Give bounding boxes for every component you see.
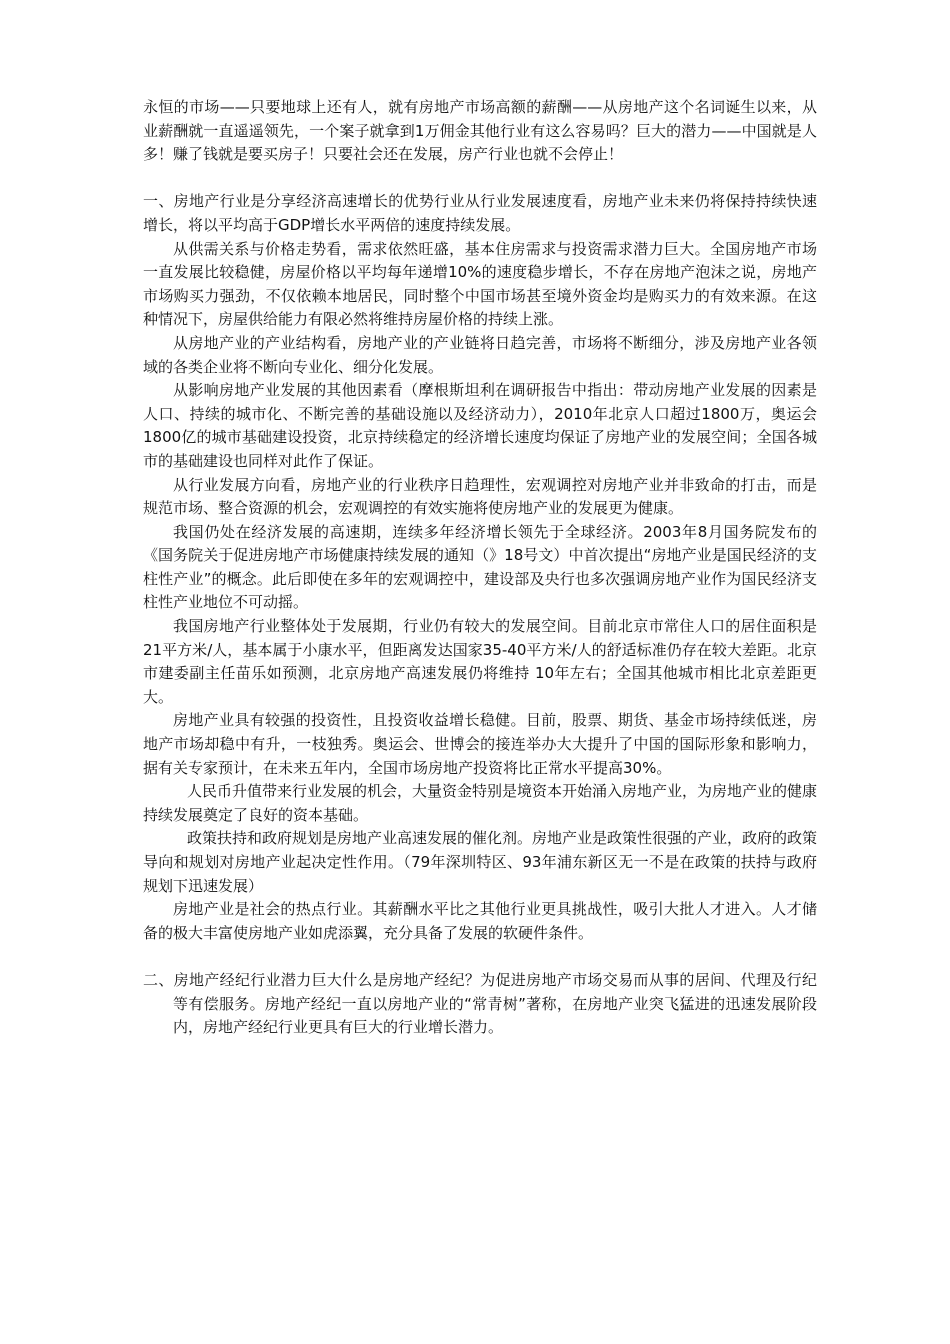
body-paragraph: 从行业发展方向看，房地产业的行业秩序日趋理性，宏观调控对房地产业并非致命的打击，而是规范市场、整合资源的机会，宏观调控的有效实施将使房地产业的发展更为健康。 — [143, 475, 817, 518]
intro-paragraph: 永恒的市场——只要地球上还有人，就有房地产市场高额的薪酬——从房地产这个名词诞生以来，从业薪酬就一直遥遥领先，一个案子就拿到1万佣金其他行业有这么容易吗？巨大的潜力——中国就是人多！赚了钱就是要买房子！只要社会还在发展，房产行业也就不会停止！ — [143, 98, 817, 164]
body-paragraph: 我国房地产行业整体处于发展期，行业仍有较大的发展空间。目前北京市常住人口的居住面积是21平方米/人，基本属于小康水平，但距离发达国家35-40平方米/人的舒适标准仍存在较大差距。北京市建委副主任苗乐如预测，北京房地产高速发展仍将维持 10年左右；全国其他城市相比北京差距更大。 — [143, 617, 817, 706]
body-paragraph: 人民币升值带来行业发展的机会，大量资金特别是境资本开始涌入房地产业，为房地产业的健康持续发展奠定了良好的资本基础。 — [143, 782, 818, 824]
section-1-heading: 一、房地产行业是分享经济高速增长的优势行业从行业发展速度看，房地产业未来仍将保持持续快速增长，将以平均高于GDP增长水平两倍的速度持续发展。 — [143, 192, 817, 234]
body-paragraph: 从供需关系与价格走势看，需求依然旺盛，基本住房需求与投资需求潜力巨大。全国房地产市场一直发展比较稳健，房屋价格以平均每年递增10%的速度稳步增长，不存在房地产泡沫之说，房地产市场购买力强劲，不仅依赖本地居民，同时整个中国市场甚至境外资金均是购买力的有效来源。在这种情况下，房屋供给能力有限必然将维持房屋价格的持续上涨。 — [143, 239, 817, 329]
body-paragraph: 政策扶持和政府规划是房地产业高速发展的催化剂。房地产业是政策性很强的产业，政府的政策导向和规划对房地产业起决定性作用。（79年深圳特区、93年浦东新区无一不是在政策的扶持与政府规划下迅速发展） — [143, 829, 818, 895]
body-paragraph: 房地产业是社会的热点行业。其薪酬水平比之其他行业更具挑战性，吸引大批人才进入。人才储备的极大丰富使房地产业如虎添翼，充分具备了发展的软硬件条件。 — [143, 900, 817, 942]
document-page — [143, 96, 817, 1040]
section-2-heading: 二、房地产经纪行业潜力巨大什么是房地产经纪？为促进房地产市场交易而从事的居间、代理及行纪等有偿服务。房地产经纪一直以房地产业的“常青树”著称，在房地产业突飞猛进的迅速发展阶段内，房地产经纪行业更具有巨大的行业增长潜力。 — [143, 970, 817, 1037]
body-paragraph: 我国仍处在经济发展的高速期，连续多年经济增长领先于全球经济。2003年8月国务院发布的《国务院关于促进房地产市场健康持续发展的通知（》18号文）中首次提出“房地产业是国民经济的支柱性产业”的概念。此后即使在多年的宏观调控中，建设部及央行也多次强调房地产业作为国民经济支柱性产业地位不可动摇。 — [143, 522, 817, 612]
body-paragraph: 从影响房地产业发展的其他因素看（摩根斯坦利在调研报告中指出：带动房地产业发展的因素是人口、持续的城市化、不断完善的基础设施以及经济动力），2010年北京人口超过1800万，奥运会1800亿的城市基础建设投资，北京持续稳定的经济增长速度均保证了房地产业的发展空间；全国各城市的基础建设也同样对此作了保证。 — [143, 381, 817, 470]
body-paragraph: 从房地产业的产业结构看，房地产业的产业链将日趋完善，市场将不断细分，涉及房地产业各领域的各类企业将不断向专业化、细分化发展。 — [143, 333, 817, 376]
spacer — [143, 945, 817, 969]
spacer — [143, 167, 817, 191]
body-paragraph: 房地产业具有较强的投资性，且投资收益增长稳健。目前，股票、期货、基金市场持续低迷，房地产市场却稳中有升，一枝独秀。奥运会、世博会的接连举办大大提升了中国的国际形象和影响力，据有关专家预计，在未来五年内，全国市场房地产投资将比正常水平提高30%。 — [143, 711, 817, 777]
